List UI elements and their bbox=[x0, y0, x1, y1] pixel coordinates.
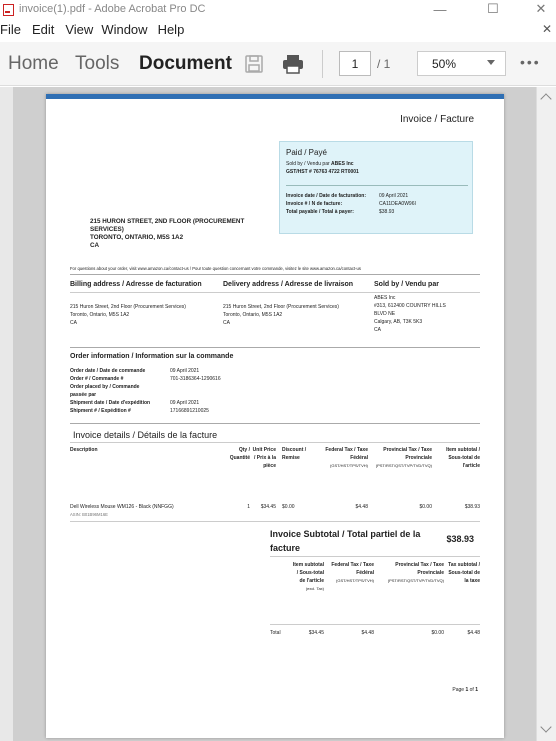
menu-bar bbox=[0, 18, 556, 40]
details-table bbox=[70, 446, 480, 470]
divider bbox=[70, 442, 480, 443]
left-panel-strip bbox=[0, 87, 13, 741]
questions-note: For questions about your order, visit www.amazon.ca/contact-us / Pour toute question concernant votre commande, visitez le site www.amazon.ca/contact-us bbox=[70, 266, 361, 271]
order-values: 09 April 2021 701-3186364-1290616 09 April 2021 17166891210025 bbox=[170, 368, 221, 414]
toolbar-divider bbox=[322, 50, 323, 78]
tab-document[interactable]: Document bbox=[139, 53, 232, 74]
tab-tools[interactable]: Tools bbox=[75, 53, 120, 74]
menu-help[interactable]: Help bbox=[157, 21, 185, 37]
save-icon[interactable] bbox=[244, 54, 264, 74]
order-title: Order information / Information sur la commande bbox=[70, 353, 234, 360]
close-document-icon[interactable]: ✕ bbox=[541, 22, 552, 36]
window-title: invoice(1).pdf - Adobe Acrobat Pro DC bbox=[19, 3, 206, 15]
chevron-down-icon bbox=[487, 60, 495, 65]
title-bar bbox=[0, 0, 556, 18]
invoice-number-label: Invoice # / N de facture: bbox=[286, 201, 343, 207]
menu-window[interactable]: Window bbox=[101, 21, 148, 37]
toolbar bbox=[0, 42, 556, 86]
acrobat-pdf-icon bbox=[2, 3, 14, 15]
page-number-input[interactable]: 1 bbox=[339, 51, 371, 76]
more-options-icon[interactable]: ••• bbox=[520, 54, 541, 70]
page-total: / 1 bbox=[377, 57, 391, 71]
subtotal-amount: $38.93 bbox=[446, 534, 474, 544]
invoice-number-value: CA11DEA0W96I bbox=[379, 201, 416, 207]
details-title: Invoice details / Détails de la facture bbox=[73, 430, 218, 440]
invoice-date-label: Invoice date / Date de facturation: bbox=[286, 193, 367, 199]
soldby-address: ABES Inc #313, 612400 COUNTRY HILLS BLVD NE Calgary, AB, T3K 5K3 CA bbox=[374, 295, 446, 333]
page-footer: Page 1 of 1 bbox=[452, 687, 478, 693]
subtotal-title: Invoice Subtotal / Total partiel de la facture bbox=[270, 529, 421, 553]
close-button[interactable]: ✕ bbox=[535, 1, 547, 16]
subtotal-table bbox=[270, 561, 480, 593]
divider bbox=[70, 347, 480, 348]
zoom-select[interactable] bbox=[417, 51, 506, 76]
minimize-button[interactable]: — bbox=[433, 1, 447, 17]
table-header-row: Item subtotal / Sous-total de l'article (excl. Tax) Federal Tax / Taxe Fédéral (GST/HST/TPS/TVH) Provincial Tax / Taxe Provinciale (PST/RST/QST/TVP/TVD/TVQ) Tax subtotal / Sous-total de la taxe bbox=[292, 562, 480, 591]
table-header-row: Description Qty / Quantité Unit Price / Prix à la pièce Discount / Remise Federal Tax / Taxe Fédéral (GST/HST/TPS/TVH) Provincial Tax / Taxe Provinciale (PST/RST/QST/TVP/TVD/TVQ) Item subtotal / Sous-total de l'article bbox=[70, 447, 480, 469]
paid-box bbox=[279, 141, 473, 234]
order-labels: Order date / Date de commande Order # / Commande # Order placed by / Commande passée par Shipment date / Date d'expédition Shipment # / Expédition # bbox=[70, 368, 151, 414]
menu-view[interactable]: View bbox=[65, 21, 94, 37]
scroll-down-icon[interactable] bbox=[540, 721, 551, 732]
menu-file[interactable]: File bbox=[0, 21, 21, 37]
divider bbox=[70, 423, 480, 424]
divider bbox=[270, 556, 480, 557]
divider bbox=[70, 274, 480, 275]
soldby-title: Sold by / Vendu par bbox=[374, 281, 439, 288]
page-accent-bar bbox=[46, 94, 504, 99]
delivery-address: 215 Huron Street, 2nd Floor (Procurement Services) Toronto, Ontario, M5S 1A2 CA bbox=[223, 304, 339, 326]
table-row: Total $34.45 $4.48 $0.00 $4.48 bbox=[270, 630, 480, 636]
ship-to-address: 215 HURON STREET, 2ND FLOOR (PROCUREMENT SERVICES) TORONTO, ONTARIO, M5S 1A2 CA bbox=[90, 218, 245, 249]
delivery-title: Delivery address / Adresse de livraison bbox=[223, 281, 354, 288]
paid-title: Paid / Payé bbox=[286, 148, 327, 157]
billing-title: Billing address / Adresse de facturation bbox=[70, 281, 202, 288]
billing-address: 215 Huron Street, 2nd Floor (Procurement Services) Toronto, Ontario, M5S 1A2 CA bbox=[70, 304, 186, 326]
print-icon[interactable] bbox=[282, 54, 304, 74]
scroll-up-icon[interactable] bbox=[540, 93, 551, 104]
pdf-page bbox=[46, 94, 504, 738]
divider bbox=[70, 521, 480, 522]
invoice-heading: Invoice / Facture bbox=[400, 114, 474, 125]
maximize-button[interactable]: ☐ bbox=[487, 1, 499, 16]
total-payable-value: $38.93 bbox=[379, 209, 395, 215]
paid-sold-by: Sold by / Vendu par ABES Inc bbox=[286, 161, 354, 167]
paid-gst: GST/HST # 76763 4722 RT0001 bbox=[286, 169, 359, 175]
total-payable-label: Total payable / Total à payer: bbox=[286, 209, 354, 215]
invoice-date-value: 09 April 2021 bbox=[379, 193, 409, 199]
vertical-scrollbar[interactable] bbox=[536, 87, 556, 741]
tab-home[interactable]: Home bbox=[8, 53, 59, 74]
table-row: Dell Wireless Mouse WM126 - Black (NNFGG) ASIN: B01B96M16E 1 $34.45 $0.00 $4.48 $0.00 $38.93 bbox=[70, 504, 480, 517]
divider bbox=[70, 292, 480, 293]
menu-edit[interactable]: Edit bbox=[31, 21, 55, 37]
zoom-value: 50% bbox=[432, 56, 457, 71]
paid-divider bbox=[286, 185, 468, 186]
divider bbox=[270, 624, 480, 625]
